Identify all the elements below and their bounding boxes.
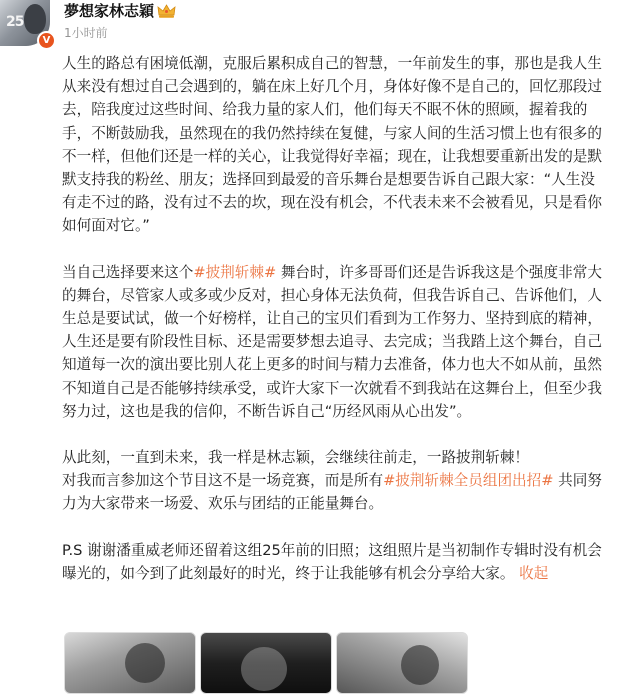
paragraph-3-start: 对我而言参加这个节目这不是一场竞赛，而是所有 xyxy=(62,472,384,490)
crown-icon xyxy=(157,3,176,19)
paragraph-4 xyxy=(62,539,608,585)
photo-subject xyxy=(401,645,439,685)
avatar-face xyxy=(24,4,46,34)
post-content xyxy=(62,52,608,608)
paragraph-2-rest: 舞台时，许多哥哥们还是告诉我这是个强度非常大的舞台，尽管家人或多或少反对，担心身体无法负荷，但我告诉自己、告诉他们，人生总是要试试，做一个好榜样，让自己的宝贝们看到为工作努力、坚持到底的精神，人生还是要有阶段性目标、还是需要梦想去追寻、去完成；当我踏上这个舞台，自己知道每一次的演出要比别人花上更多的时间与精力去准备，体力也大不如从前，虽然不知道自己是否能够持续承受，或许大家下一次就看不到我站在这舞台上，但至少我努力过，这也是我的信仰，不断告诉自己“历经风雨从心出发”。 xyxy=(62,263,602,420)
paragraph-3-line-1: 从此刻，一直到未来，我一样是林志颖，会继续往前走，一路披荆斩棘！ xyxy=(62,449,530,467)
paragraph-3 xyxy=(62,446,608,516)
paragraph-3-rest: 共同努力为大家带来一场爱、欢乐与团结的正能量舞台。 xyxy=(62,472,602,513)
avatar-text: 25 xyxy=(6,14,24,30)
paragraph-1: 人生的路总有困境低潮，克服后累积成自己的智慧，一年前发生的事，那也是我人生从来没有想过自己会遇到的，躺在床上好几个月，身体好像不是自己的，回忆那段过去，陪我度过这些时间、给我力量的家人们，他们每天不眠不休的照顾，握着我的手，不断鼓励我，虽然现在的我仍然持续在复健，与家人间的生活习惯上也有很多的不一样，但他们还是一样的关心，让我觉得好幸福；现在，让我想要重新出发的是默默支持我的粉丝、朋友；选择回到最爱的音乐舞台是想要告诉自己跟大家：“人生没有走不过的路，没有过不去的坎，现在没有机会，不代表未来不会被看见，只是看你如何面对它。” xyxy=(62,55,602,235)
hashtag-link[interactable]: #披荆斩棘全员组团出招# xyxy=(383,472,554,490)
photo-grid xyxy=(64,632,604,680)
paragraph-2-start: 当自己选择要来这个 xyxy=(62,263,194,281)
photo-thumbnail[interactable] xyxy=(64,632,196,694)
paragraph-2 xyxy=(62,261,608,423)
photo-subject xyxy=(125,643,165,683)
photo-subject xyxy=(241,647,287,691)
author-name[interactable]: 夢想家林志穎 xyxy=(64,2,155,20)
collapse-link[interactable]: 收起 xyxy=(519,564,549,582)
hashtag-link[interactable]: #披荆斩棘# xyxy=(193,263,277,281)
paragraph-4-text: P.S 谢谢潘重威老师还留着这组25年前的旧照；这组照片是当初制作专辑时没有机会曝光的，如今到了此刻最好的时光，终于让我能够有机会分享给大家。 xyxy=(62,541,602,582)
post-timestamp: 1小时前 xyxy=(64,26,108,40)
photo-thumbnail[interactable] xyxy=(200,632,332,694)
photo-thumbnail[interactable] xyxy=(336,632,468,694)
post-header xyxy=(0,0,618,50)
verified-badge: V xyxy=(37,31,56,50)
